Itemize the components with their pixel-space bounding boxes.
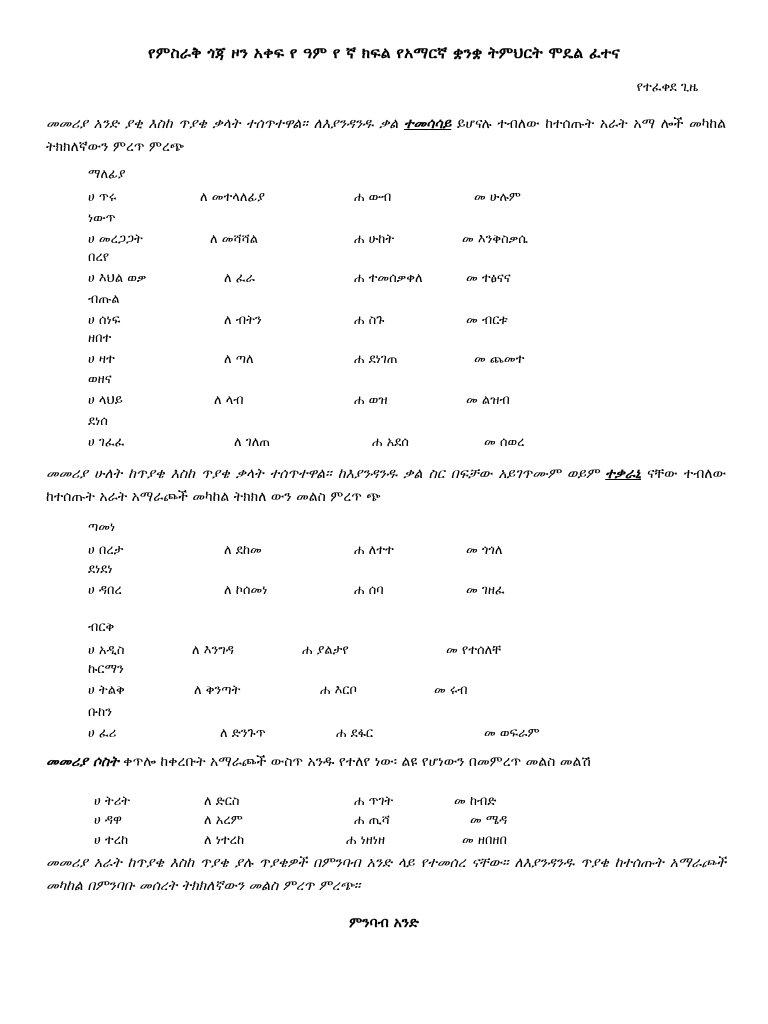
answer-option[interactable]: ሐ እርቦ <box>320 683 357 698</box>
answer-option[interactable]: መ ሜዳ <box>470 813 508 828</box>
question-word: ጣመነ <box>88 520 116 535</box>
answer-option[interactable]: ሀ ጥሩ <box>88 190 117 205</box>
question-word: ዘበተ <box>88 331 112 346</box>
answer-option[interactable]: ሐ ደፋር <box>336 726 374 741</box>
answer-option[interactable]: ሀ ትልቅ <box>88 683 125 698</box>
answer-option[interactable]: ሐ ደነገጠ <box>354 352 398 367</box>
instruction-part-4 <box>46 852 726 898</box>
instruction-2-text-b: ናቸው ተብለው ከተሰጡት አራት አማራጮች መካከል ትክክለ ውን መልስ ምረጥ ጭ <box>46 466 727 505</box>
answer-option[interactable]: ሀ ዛተ <box>88 352 115 367</box>
instruction-part-2 <box>46 463 726 509</box>
question-word: ብጡል <box>88 292 120 307</box>
answer-option[interactable]: ሀ ትሪት <box>94 794 131 809</box>
answer-option[interactable]: ለ ደከመ <box>224 543 262 558</box>
answer-option[interactable]: ለ ገለጠ <box>234 435 271 450</box>
answer-option[interactable]: መ ከብድ <box>454 794 497 809</box>
answer-option[interactable]: ለ ድርስ <box>204 794 240 809</box>
answer-option[interactable]: ሐ ሁከት <box>354 232 395 247</box>
answer-option[interactable]: መ ጎጎለ <box>466 543 503 558</box>
answer-option[interactable]: መ ወፍራም <box>484 726 540 741</box>
answer-option[interactable]: ሐ ውብ <box>354 190 392 205</box>
answer-option[interactable]: መ ሁሉም <box>474 190 521 205</box>
answer-option[interactable]: ሐ ነዘነዘ <box>346 833 386 848</box>
answer-option[interactable]: ሀ ሰነፍ <box>88 313 121 328</box>
answer-option[interactable]: ሀ ፈሪ <box>88 726 117 741</box>
question-word: ደነደነ <box>88 562 113 577</box>
instruction-4-text: መመሪያ አራት ከጥያቄ እስከ ጥያቄ ያሉ ጥያቄዎች በምንባብ አንድ ላይ የተመሰረ ናቸው። ለእያንዳንዱ ጥያቄ ከተሰጡት አማራጮች መካከል በምንባቡ መሰረት ትክክለኛውን መልስ ምረጥ ምረጭ። <box>46 855 726 894</box>
answer-option[interactable]: ሐ ተመሰቃቀለ <box>354 271 423 286</box>
answer-option[interactable]: መ ሰወረ <box>484 435 525 450</box>
answer-option[interactable]: ሐ ጢሻ <box>354 813 390 828</box>
answer-option[interactable]: ለ ብትን <box>224 313 262 328</box>
answer-option[interactable]: ሐ ለተተ <box>354 543 394 558</box>
answer-option[interactable]: ለ መተላለፊያ <box>200 190 265 205</box>
time-allowed: የተፈቀደ ጊዜ <box>636 80 698 95</box>
answer-option[interactable]: መ ተፅናና <box>466 271 511 286</box>
answer-option[interactable]: መ እንቅስቃሴ <box>462 232 528 247</box>
answer-option[interactable]: ሀ ተረከ <box>94 833 129 848</box>
answer-option[interactable]: ሀ ዳበረ <box>88 583 122 598</box>
answer-option[interactable]: መ ሩብ <box>434 683 468 698</box>
answer-option[interactable]: መ ጨመተ <box>474 352 525 367</box>
instruction-2-keyword: ተቃራኒ <box>605 466 641 482</box>
exam-title: የምስራቅ ጎጃ ዞን አቀፍ የ ዓም የ ኛ ክፍል የአማርኛ ቋንቋ ትምህርት ሞዴል ፈተና <box>148 44 620 62</box>
answer-option[interactable]: ሐ አደሰ <box>372 435 409 450</box>
question-word: ደነሰ <box>88 414 108 429</box>
answer-option[interactable]: ሐ ሰባ <box>354 583 384 598</box>
question-word: በረየ <box>88 250 110 265</box>
answer-option[interactable]: ለ ድንጉጥ <box>220 726 266 741</box>
answer-option[interactable]: ሀ መረጋጋት <box>88 232 143 247</box>
instruction-1-keyword: ተመሳሳይ <box>404 116 452 132</box>
answer-option[interactable]: ሐ ጥገት <box>354 794 394 809</box>
instruction-1-text-a: መመሪያ አንድ ያቂ እስከ ጥያቄ ቃላት ተሰጥተዋል። ለእያንዳንዱ ቃል <box>46 116 405 132</box>
answer-option[interactable]: መ ልዝብ <box>466 393 510 408</box>
answer-option[interactable]: ለ ጣለ <box>224 352 254 367</box>
answer-option[interactable]: መ ብርቱ <box>466 313 508 328</box>
passage-title: ምንባብ አንድ <box>349 915 419 931</box>
answer-option[interactable]: ሀ ገፈፈ <box>88 435 125 450</box>
answer-option[interactable]: ሀ በረታ <box>88 543 124 558</box>
question-word: ብርቅ <box>88 620 115 635</box>
instruction-3-text: ቀጥሎ ከቀረቡት አማራጮች ውስጥ አንዱ የተለየ ነው፡ ልዩ የሆነውን በመምረጥ መልስ መልሽ <box>118 754 591 770</box>
question-word: ወዘና <box>88 372 112 387</box>
answer-option[interactable]: ሐ ወዝ <box>354 393 388 408</box>
instruction-part-3 <box>46 751 726 774</box>
answer-option[interactable]: መ ገዘፈ <box>466 583 505 598</box>
instruction-1-text-b: ይሆናሉ ተብለው ከተሰጡት አራት አማ ሎች መካከል ትክክለኛውን ምረጥ ምረጭ <box>46 116 726 155</box>
answer-option[interactable]: መ ዘበዘበ <box>462 833 507 848</box>
instruction-3-heading: መመሪያ ሶስት <box>46 754 119 770</box>
answer-option[interactable]: ለ እንግዳ <box>192 643 234 658</box>
answer-option[interactable]: ለ ኮሰመነ <box>224 583 268 598</box>
answer-option[interactable]: ለ ቅንጣት <box>194 683 241 698</box>
answer-option[interactable]: ሀ ዳዋ <box>94 813 123 828</box>
answer-option[interactable]: ሀ ላህይ <box>88 393 123 408</box>
instruction-part-1 <box>46 113 726 159</box>
answer-option[interactable]: ለ ነተረከ <box>204 833 245 848</box>
answer-option[interactable]: ለ መሻሻል <box>210 232 258 247</box>
answer-option[interactable]: መ የተሰለቸ <box>446 643 502 658</box>
instruction-2-text-a: መመሪያ ሁለት ከጥያቄ እስከ ጥያቄ ቃላት ተሰጥተዋል። ከእያንዳንዱ ቃል ስር በፍቻው አይገጥሙም ወይም <box>46 466 606 482</box>
question-word: ቡከን <box>88 705 113 720</box>
answer-option[interactable]: ለ ፈራ <box>224 271 255 286</box>
answer-option[interactable]: ለ ላብ <box>214 393 244 408</box>
answer-option[interactable]: ሀ እህል ወቃ <box>88 271 147 286</box>
question-word: ኩርማን <box>88 662 124 677</box>
answer-option[interactable]: ሀ አዲስ <box>88 643 125 658</box>
answer-option[interactable]: ሐ ያልታየ <box>302 643 349 658</box>
question-word: ነውጥ <box>88 211 116 226</box>
answer-option[interactable]: ለ አረም <box>204 813 243 828</box>
answer-option[interactable]: ሐ ስጉ <box>354 313 385 328</box>
question-word: ማለፊያ <box>88 167 126 182</box>
